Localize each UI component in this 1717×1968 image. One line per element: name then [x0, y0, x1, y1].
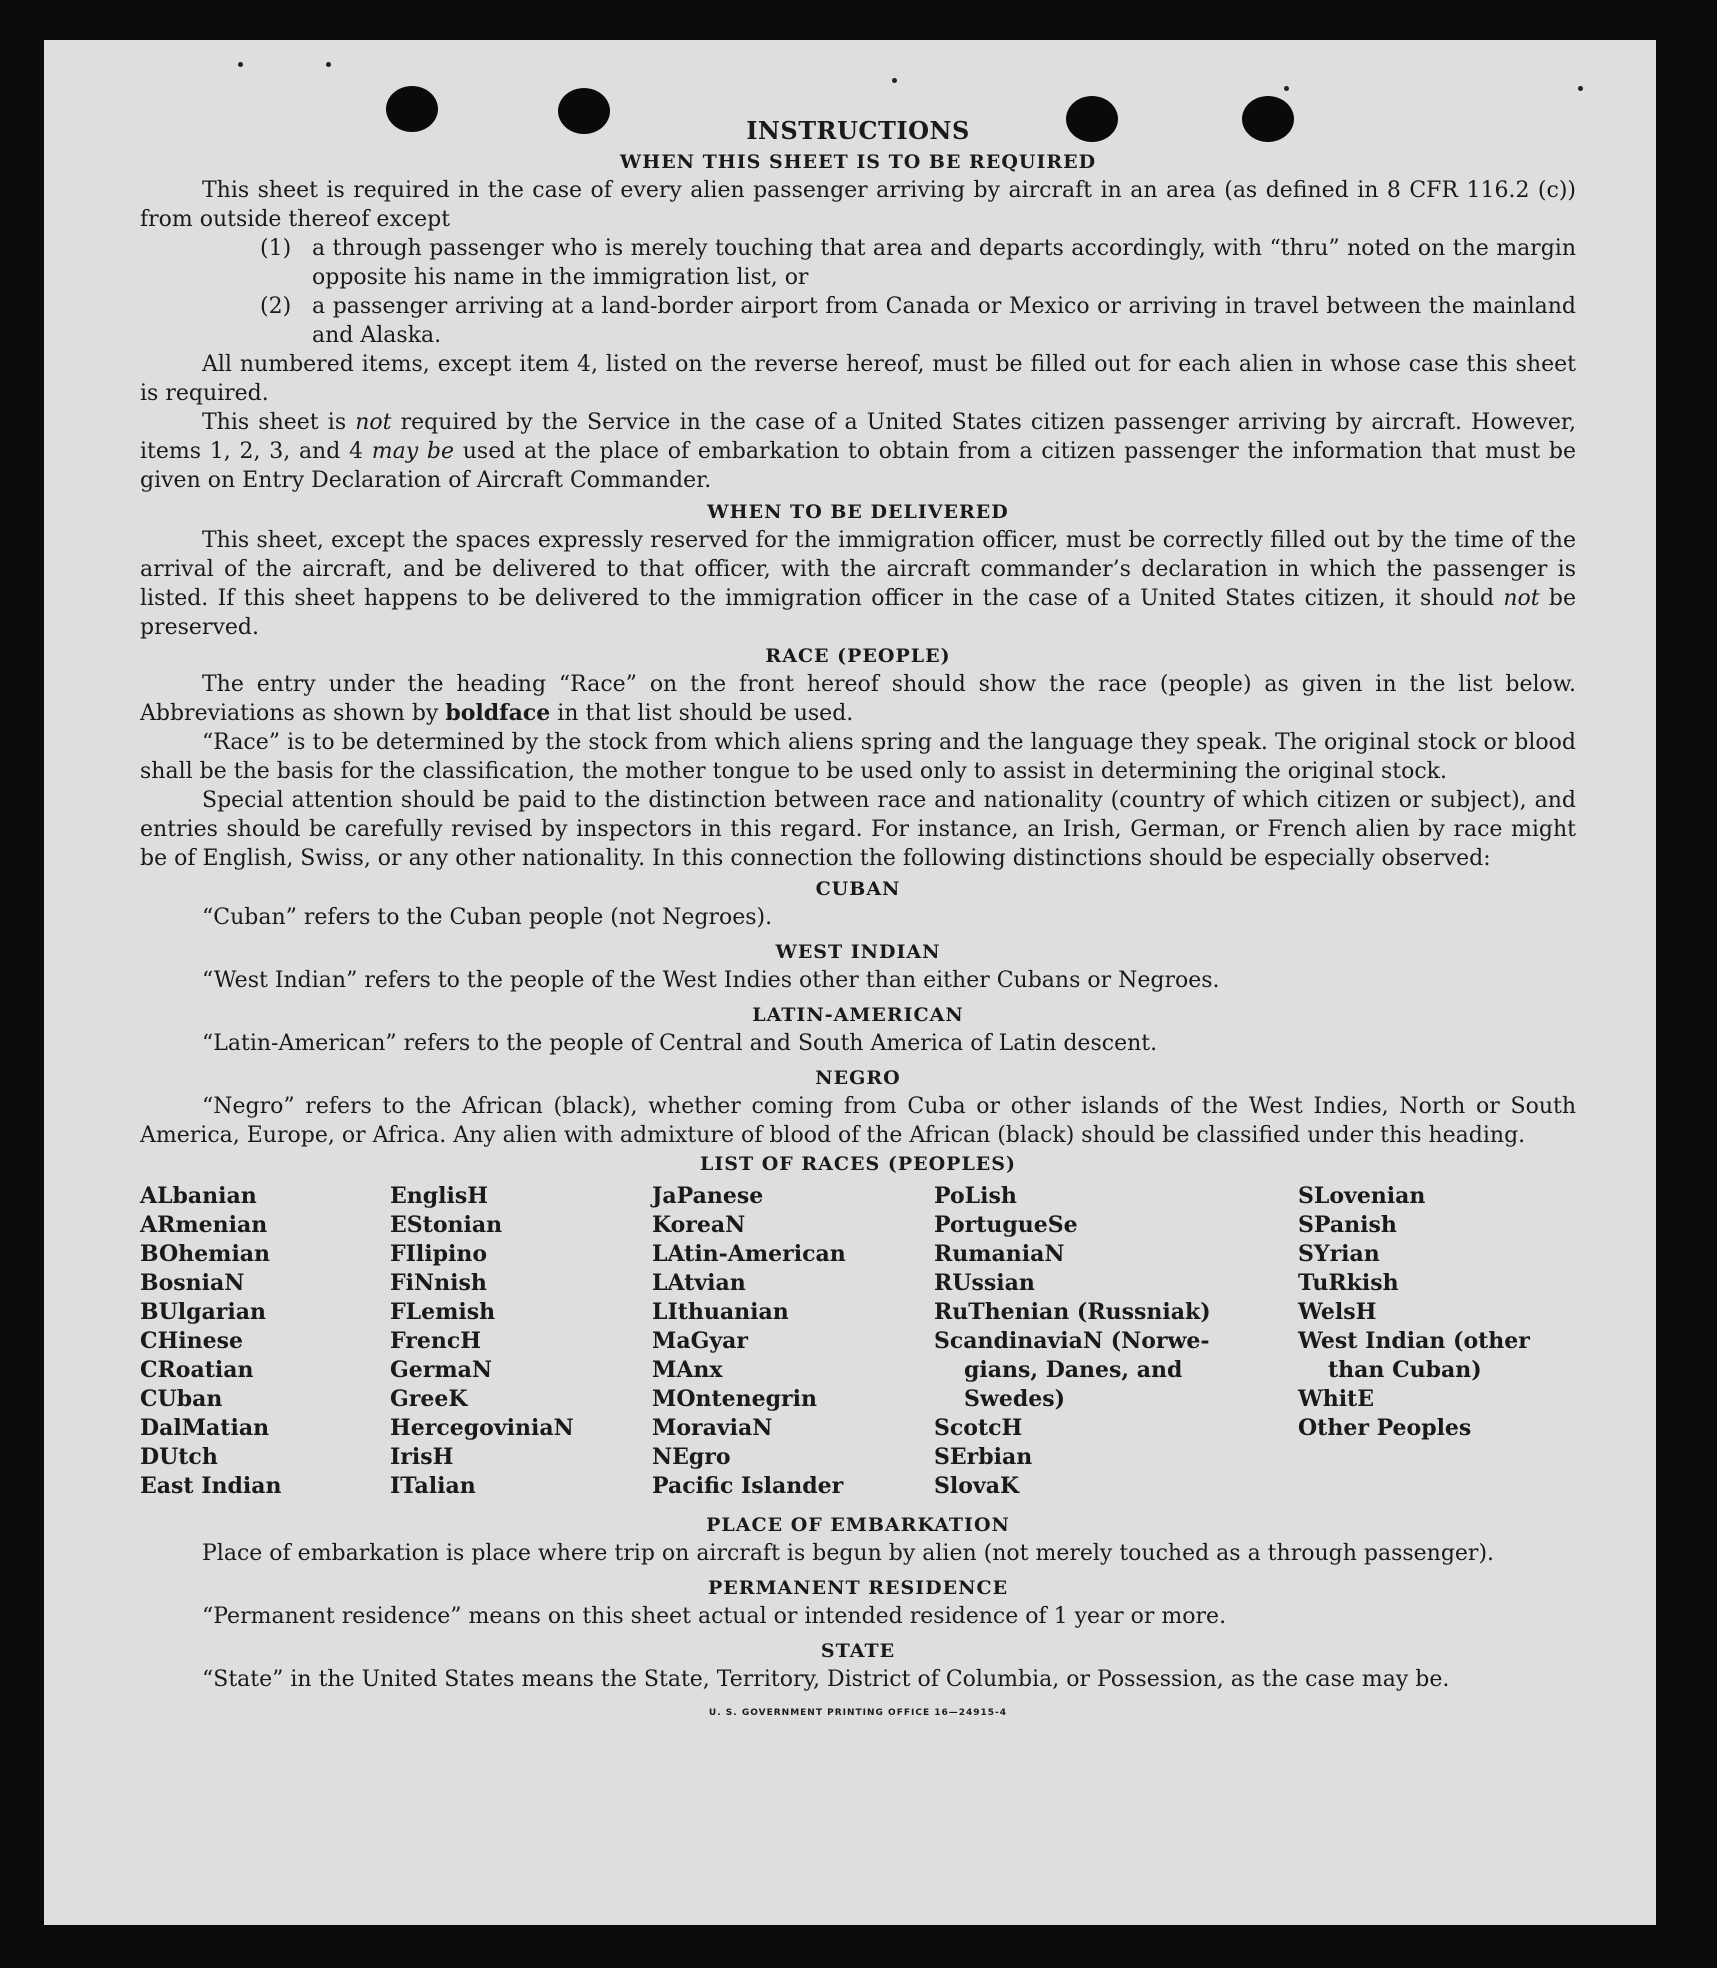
race-entry: FIlipino — [390, 1241, 488, 1267]
race-entry: Pacific Islander — [652, 1473, 844, 1499]
race-entry: FrencH — [390, 1328, 481, 1354]
section-heading-latin-american: LATIN-AMERICAN — [752, 1004, 964, 1026]
race-entry: SPanish — [1298, 1212, 1397, 1238]
paragraph: This sheet is required in the case of every alien passenger arriving by aircraft in an area (as defined in 8 CFR 116.2 (c)) from outside thereof except — [140, 178, 1576, 232]
section-heading-list-of-races: LIST OF RACES (PEOPLES) — [700, 1153, 1016, 1175]
race-entry: FLemish — [390, 1299, 496, 1325]
race-entry: GermaN — [390, 1357, 493, 1383]
race-entry: IrisH — [390, 1444, 454, 1470]
race-entry: WhitE — [1298, 1386, 1374, 1412]
paragraph: This sheet is not required by the Service in the case of a United States citizen passenger arriving by aircraft. However, items 1, 2, 3, and 4 may be used at the place of embarkation to obtain from a citizen passenger the information that must be given on Entry Declaration of Aircraft Commander. — [140, 410, 1576, 493]
race-entry: BUlgarian — [140, 1299, 266, 1325]
race-entry: CUban — [140, 1386, 223, 1412]
section-heading-cuban: CUBAN — [815, 878, 901, 900]
section-heading-embarkation: PLACE OF EMBARKATION — [706, 1514, 1010, 1536]
race-entry: SlovaK — [934, 1473, 1020, 1499]
section-heading-residence: PERMANENT RESIDENCE — [707, 1577, 1009, 1599]
race-entry: WelsH — [1298, 1299, 1377, 1325]
race-entry: MaGyar — [652, 1328, 749, 1354]
paragraph: “Race” is to be determined by the stock from which aliens spring and the language they speak. The original stock or blood shall be the basis for the classification, the mother tongue to be used only to assist in determining the original stock. — [140, 730, 1576, 784]
race-column — [934, 1182, 1298, 1501]
race-entry: PoLish — [934, 1183, 1017, 1209]
race-list — [140, 1182, 1576, 1501]
race-column — [390, 1182, 652, 1501]
race-entry: LAtvian — [652, 1270, 746, 1296]
item-text: a passenger arriving at a land-border airport from Canada or Mexico or arriving in travel between the mainland and Alaska. — [312, 294, 1576, 348]
section-heading-negro: NEGRO — [815, 1067, 901, 1089]
race-entry: EStonian — [390, 1212, 503, 1238]
race-entry: MOntenegrin — [652, 1386, 817, 1412]
section-heading-state: STATE — [820, 1640, 896, 1662]
race-entry: BOhemian — [140, 1241, 271, 1267]
race-entry: GreeK — [390, 1386, 468, 1412]
race-entry: SYrian — [1298, 1241, 1380, 1267]
item-number: (2) — [260, 294, 292, 319]
race-entry: West Indian (other — [1298, 1328, 1530, 1354]
race-entry: BosniaN — [140, 1270, 245, 1296]
speck — [892, 78, 897, 83]
race-entry: ARmenian — [140, 1212, 268, 1238]
race-entry: NEgro — [652, 1444, 731, 1470]
race-entry: RuThenian (Russniak) — [934, 1299, 1211, 1325]
document-sheet — [44, 40, 1656, 1925]
paragraph: All numbered items, except item 4, listed on the reverse hereof, must be filled out for each alien in whose case this sheet is required. — [140, 352, 1576, 406]
exception-item — [260, 234, 1576, 292]
race-entry: ScotcH — [934, 1415, 1023, 1441]
race-entry: RumaniaN — [934, 1241, 1065, 1267]
item-number: (1) — [260, 236, 292, 261]
race-entry: SErbian — [934, 1444, 1033, 1470]
race-entry: KoreaN — [652, 1212, 746, 1238]
item-text: a through passenger who is merely touching that area and departs accordingly, with “thru” noted on the margin opposite his name in the immigration list, or — [312, 236, 1576, 290]
race-entry: HercegoviniaN — [390, 1415, 574, 1441]
race-entry: Swedes) — [964, 1386, 1065, 1412]
page-title: INSTRUCTIONS — [746, 116, 970, 145]
race-entry: JaPanese — [652, 1183, 764, 1209]
race-entry: MAnx — [652, 1357, 723, 1383]
race-entry: ALbanian — [140, 1183, 257, 1209]
race-column — [140, 1182, 390, 1501]
race-entry: TuRkish — [1298, 1270, 1399, 1296]
paragraph: The entry under the heading “Race” on the front hereof should show the race (people) as given in the list below. Abbreviations as shown by boldface in that list should be used. — [140, 672, 1576, 726]
race-entry: MoraviaN — [652, 1415, 773, 1441]
race-entry: gians, Danes, and — [964, 1357, 1183, 1383]
race-entry: East Indian — [140, 1473, 282, 1499]
race-entry: FiNnish — [390, 1270, 487, 1296]
race-entry: LIthuanian — [652, 1299, 789, 1325]
instructions-content — [140, 114, 1576, 1718]
race-entry: ITalian — [390, 1473, 476, 1499]
paragraph: “West Indian” refers to the people of the West Indies other than either Cubans or Negroes. — [202, 968, 1220, 993]
section-heading-delivered: WHEN TO BE DELIVERED — [707, 501, 1009, 523]
race-entry: DalMatian — [140, 1415, 270, 1441]
race-entry: CHinese — [140, 1328, 244, 1354]
race-column — [1298, 1182, 1576, 1501]
race-entry: EnglisH — [390, 1183, 489, 1209]
paragraph: This sheet, except the spaces expressly reserved for the immigration officer, must be correctly filled out by the time of the arrival of the aircraft, and be delivered to that officer, with the aircraft commander’s declaration in which the passenger is listed. If this sheet happens to be delivered to the immigration officer in the case of a United States citizen, it should not be preserved. — [140, 528, 1576, 640]
paragraph: “Cuban” refers to the Cuban people (not Negroes). — [202, 905, 773, 930]
speck — [238, 62, 243, 67]
section-heading-west-indian: WEST INDIAN — [775, 941, 941, 963]
paragraph: “Negro” refers to the African (black), whether coming from Cuba or other islands of the West Indies, North or South America, Europe, or Africa. Any alien with admixture of blood of the African (black) should be classified under this heading. — [140, 1094, 1576, 1148]
race-entry: LAtin-American — [652, 1241, 846, 1267]
paragraph: “State” in the United States means the State, Territory, District of Columbia, or Possession, as the case may be. — [202, 1667, 1450, 1692]
race-entry: CRoatian — [140, 1357, 254, 1383]
paragraph: Place of embarkation is place where trip on aircraft is begun by alien (not merely touched as a through passenger). — [202, 1541, 1495, 1566]
speck — [1578, 86, 1583, 91]
race-entry: RUssian — [934, 1270, 1035, 1296]
race-entry: Other Peoples — [1298, 1415, 1472, 1441]
paragraph: “Latin-American” refers to the people of Central and South America of Latin descent. — [202, 1031, 1158, 1056]
printer-imprint: U. S. GOVERNMENT PRINTING OFFICE 16—24915-4 — [708, 1708, 1008, 1718]
race-entry: than Cuban) — [1328, 1357, 1482, 1383]
race-entry: PortugueSe — [934, 1212, 1078, 1238]
race-column — [652, 1182, 934, 1501]
section-heading-required: WHEN THIS SHEET IS TO BE REQUIRED — [619, 151, 1097, 173]
speck — [326, 62, 331, 67]
paragraph: “Permanent residence” means on this sheet actual or intended residence of 1 year or more. — [202, 1604, 1227, 1629]
speck — [1284, 86, 1289, 91]
race-entry: DUtch — [140, 1444, 218, 1470]
race-entry: SLovenian — [1298, 1183, 1426, 1209]
exception-item — [260, 292, 1576, 350]
section-heading-race: RACE (PEOPLE) — [765, 645, 951, 667]
race-entry: ScandinaviaN (Norwe- — [934, 1328, 1210, 1354]
paragraph: Special attention should be paid to the distinction between race and nationality (country of which citizen or subject), and entries should be carefully revised by inspectors in this regard. For instance, an Irish, German, or French alien by race might be of English, Swiss, or any other nationality. In this connection the following distinctions should be especially observed: — [140, 788, 1576, 871]
